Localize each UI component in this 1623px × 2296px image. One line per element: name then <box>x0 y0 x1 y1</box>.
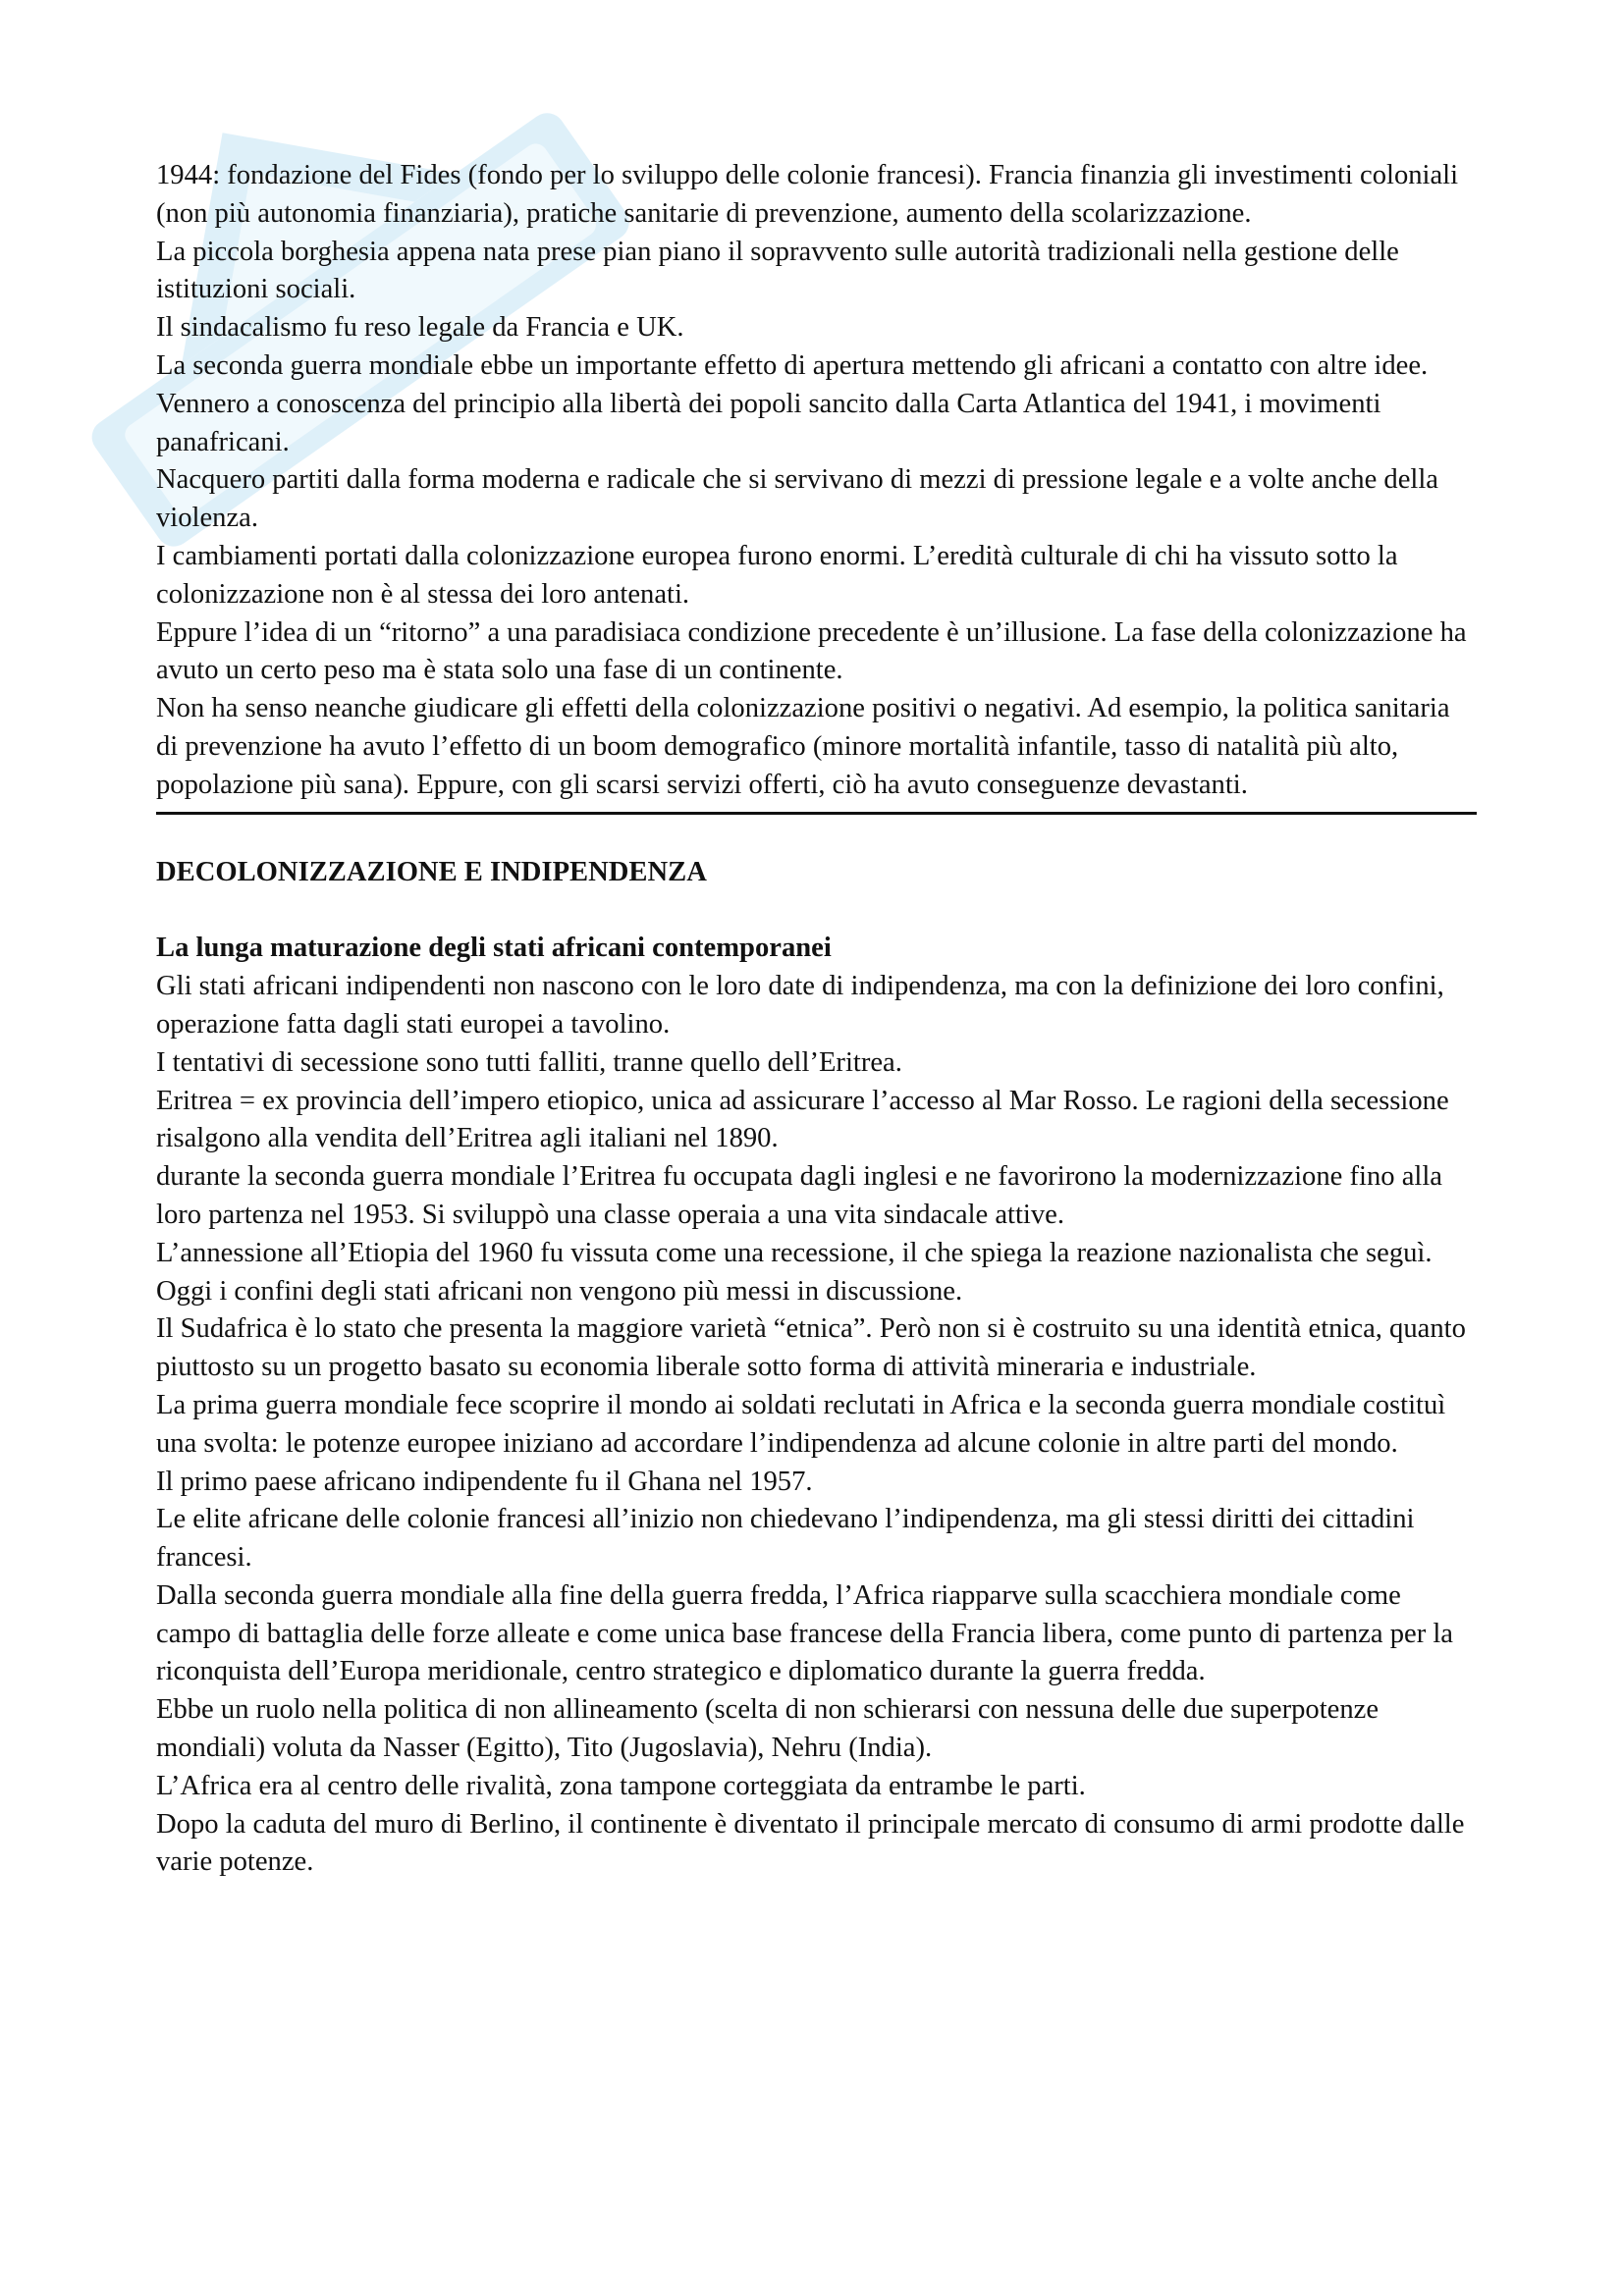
paragraph: L’annessione all’Etiopia del 1960 fu vissuta come una recessione, il che spiega la reazione nazionalista che seguì. <box>156 1237 1433 1268</box>
section-title: DECOLONIZZAZIONE E INDIPENDENZA <box>156 856 707 887</box>
paragraph: Nacquero partiti dalla forma moderna e radicale che si servivano di mezzi di pressione legale e a volte anche della violenza. <box>156 464 1438 534</box>
horizontal-rule <box>156 812 1477 815</box>
paragraph: La seconda guerra mondiale ebbe un importante effetto di apertura mettendo gli africani a contatto con altre idee. Vennero a conoscenza del principio alla libertà dei popoli sancito dalla Carta Atlantica del 1941, i movimenti panafricani. <box>156 349 1429 457</box>
paragraph: L’Africa era al centro delle rivalità, zona tampone corteggiata da entrambe le parti. <box>156 1770 1086 1801</box>
document-page <box>156 157 1477 1882</box>
paragraph: Dalla seconda guerra mondiale alla fine della guerra fredda, l’Africa riapparve sulla scacchiera mondiale come campo di battaglia delle forze alleate e come unica base francese della Francia libera, come punto di partenza per la riconquista dell’Europa meridionale, centro strategico e diplomatico durante la guerra fredda. <box>156 1579 1453 1687</box>
paragraph: Gli stati africani indipendenti non nascono con le loro date di indipendenza, ma con la definizione dei loro confini, operazione fatta dagli stati europei a tavolino. <box>156 971 1444 1040</box>
paragraph: Non ha senso neanche giudicare gli effetti della colonizzazione positivi o negativi. Ad esempio, la politica sanitaria di prevenzione ha avuto l’effetto di un boom demografico (minore mortalità infantile, tasso di natalità più alto, popolazione più sana). Eppure, con gli scarsi servizi offerti, ciò ha avuto conseguenze devastanti. <box>156 693 1450 800</box>
paragraph: Il sindacalismo fu reso legale da Francia e UK. <box>156 312 684 344</box>
paragraph: Oggi i confini degli stati africani non vengono più messi in discussione. <box>156 1275 963 1307</box>
paragraph: Il primo paese africano indipendente fu il Ghana nel 1957. <box>156 1466 813 1497</box>
paragraph: Il Sudafrica è lo stato che presenta la maggiore varietà “etnica”. Però non si è costruito su una identità etnica, quanto piuttosto su un progetto basato su economia liberale sotto forma di attività mineraria e industriale. <box>156 1313 1466 1383</box>
paragraph: Ebbe un ruolo nella politica di non allineamento (scelta di non schierarsi con nessuna delle due superpotenze mondiali) voluta da Nasser (Egitto), Tito (Jugoslavia), Nehru (India). <box>156 1694 1380 1764</box>
paragraph: 1944: fondazione del Fides (fondo per lo sviluppo delle colonie francesi). Francia finanzia gli investimenti coloniali (non più autonomia finanziaria), pratiche sanitarie di prevenzione, aumento della scolarizzazione. <box>156 160 1459 229</box>
paragraph: La prima guerra mondiale fece scoprire il mondo ai soldati reclutati in Africa e la seconda guerra mondiale costituì una svolta: le potenze europee iniziano ad accordare l’indipendenza ad alcune colonie in altre parti del mondo. <box>156 1389 1446 1459</box>
paragraph: I cambiamenti portati dalla colonizzazione europea furono enormi. L’eredità culturale di chi ha vissuto sotto la colonizzazione non è al stessa dei loro antenati. <box>156 540 1398 610</box>
paragraph: durante la seconda guerra mondiale l’Eritrea fu occupata dagli inglesi e ne favorirono la modernizzazione fino alla loro partenza nel 1953. Si sviluppò una classe operaia a una vita sindacale attive. <box>156 1161 1442 1230</box>
paragraph: Eppure l’idea di un “ritorno” a una paradisiaca condizione precedente è un’illusione. La fase della colonizzazione ha avuto un certo peso ma è stata solo una fase di un continente. <box>156 616 1467 686</box>
subheading: La lunga maturazione degli stati africani contemporanei <box>156 933 832 964</box>
paragraph: Eritrea = ex provincia dell’impero etiopico, unica ad assicurare l’accesso al Mar Rosso. Le ragioni della secessione risalgono alla vendita dell’Eritrea agli italiani nel 1890. <box>156 1085 1449 1154</box>
paragraph: La piccola borghesia appena nata prese pian piano il sopravvento sulle autorità tradizionali nella gestione delle istituzioni sociali. <box>156 236 1399 305</box>
paragraph: Dopo la caduta del muro di Berlino, il continente è diventato il principale mercato di consumo di armi prodotte dalle varie potenze. <box>156 1808 1465 1878</box>
paragraph: I tentativi di secessione sono tutti falliti, tranne quello dell’Eritrea. <box>156 1046 902 1078</box>
paragraph: Le elite africane delle colonie francesi all’inizio non chiedevano l’indipendenza, ma gli stessi diritti dei cittadini francesi. <box>156 1504 1415 1574</box>
